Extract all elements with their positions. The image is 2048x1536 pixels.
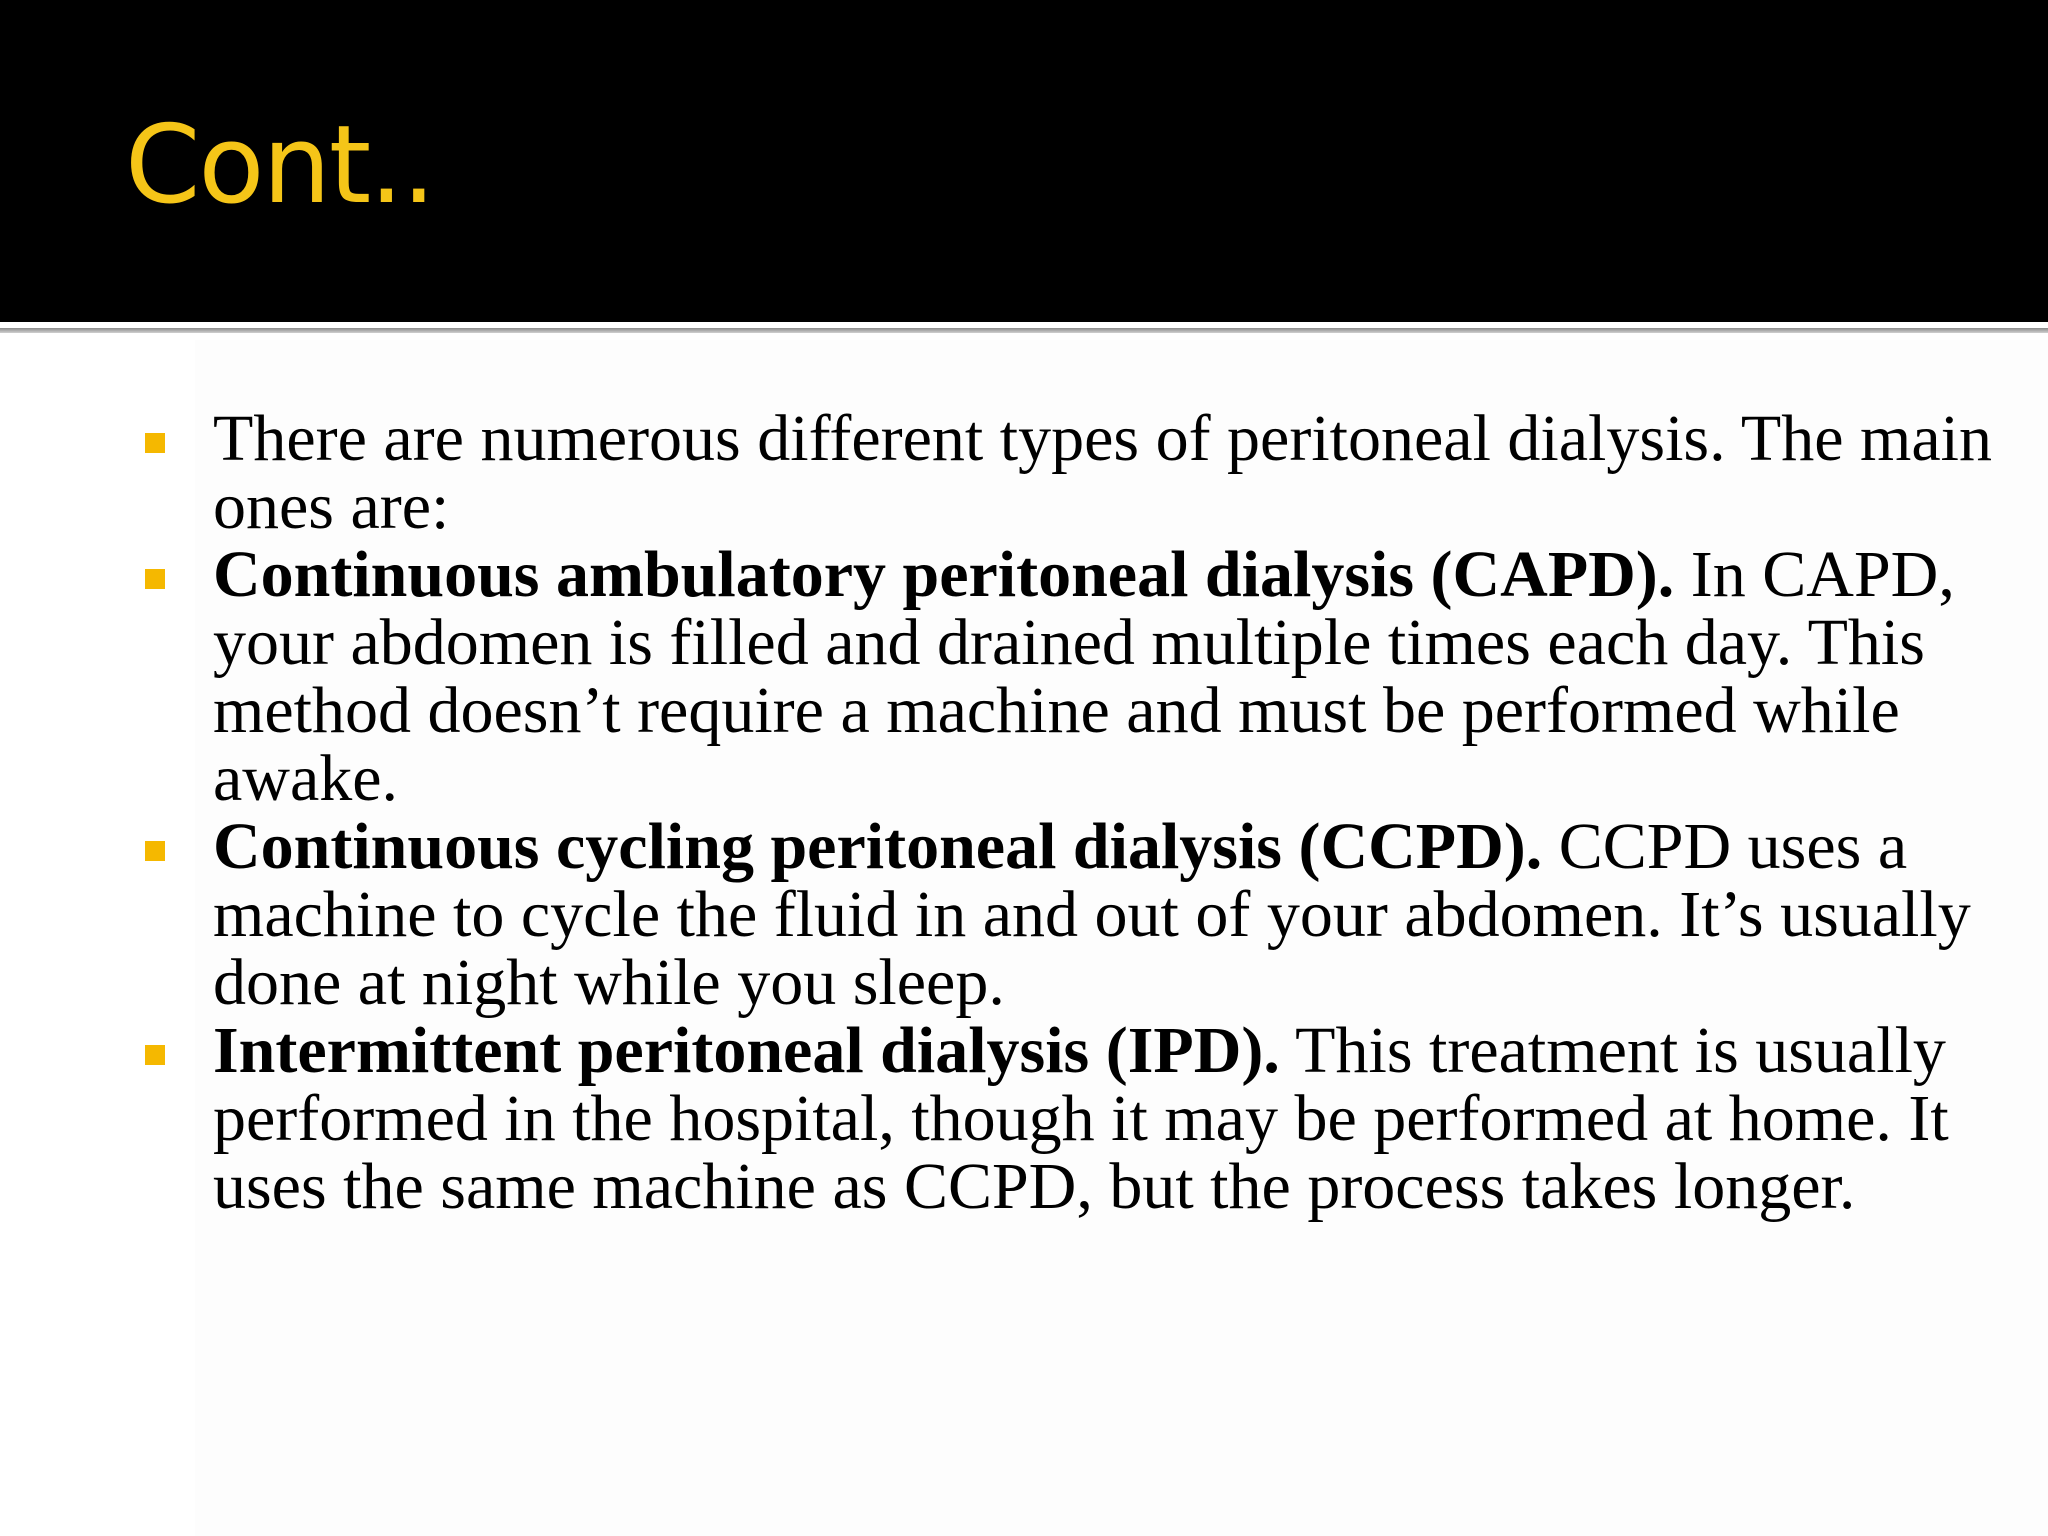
bullet-item-capd [145,538,2048,815]
bullet-item-ipd [145,1014,2048,1223]
bullet-text: In CAPD, your abdomen is filled and drained multiple times each day. This method doesn’t require a machine and must be performed while awake. [213,538,1955,815]
title-divider-line [0,328,2048,333]
square-bullet-icon [145,569,165,589]
slide-title: Cont.. [125,103,434,228]
bullet-bold-text: Continuous cycling peritoneal dialysis (CCPD). [213,810,1543,883]
bullet-text: There are numerous different types of peritoneal dialysis. The main ones are: [213,402,1992,543]
square-bullet-icon [145,841,165,861]
square-bullet-icon [145,433,165,453]
bullet-item-intro [145,402,2048,543]
title-bar [0,0,2048,322]
bullet-bold-text: Intermittent peritoneal dialysis (IPD). [213,1014,1280,1087]
bullet-list [145,402,1992,1223]
square-bullet-icon [145,1045,165,1065]
bullet-item-ccpd [145,810,2048,1019]
bullet-text: This treatment is usually performed in the hospital, though it may be performed at home. It uses the same machine as CCPD, but the process takes longer. [213,1014,1949,1223]
bullet-text: CCPD uses a machine to cycle the fluid in and out of your abdomen. It’s usually done at night while you sleep. [213,810,1971,1019]
bullet-bold-text: Continuous ambulatory peritoneal dialysis (CAPD). [213,538,1675,611]
